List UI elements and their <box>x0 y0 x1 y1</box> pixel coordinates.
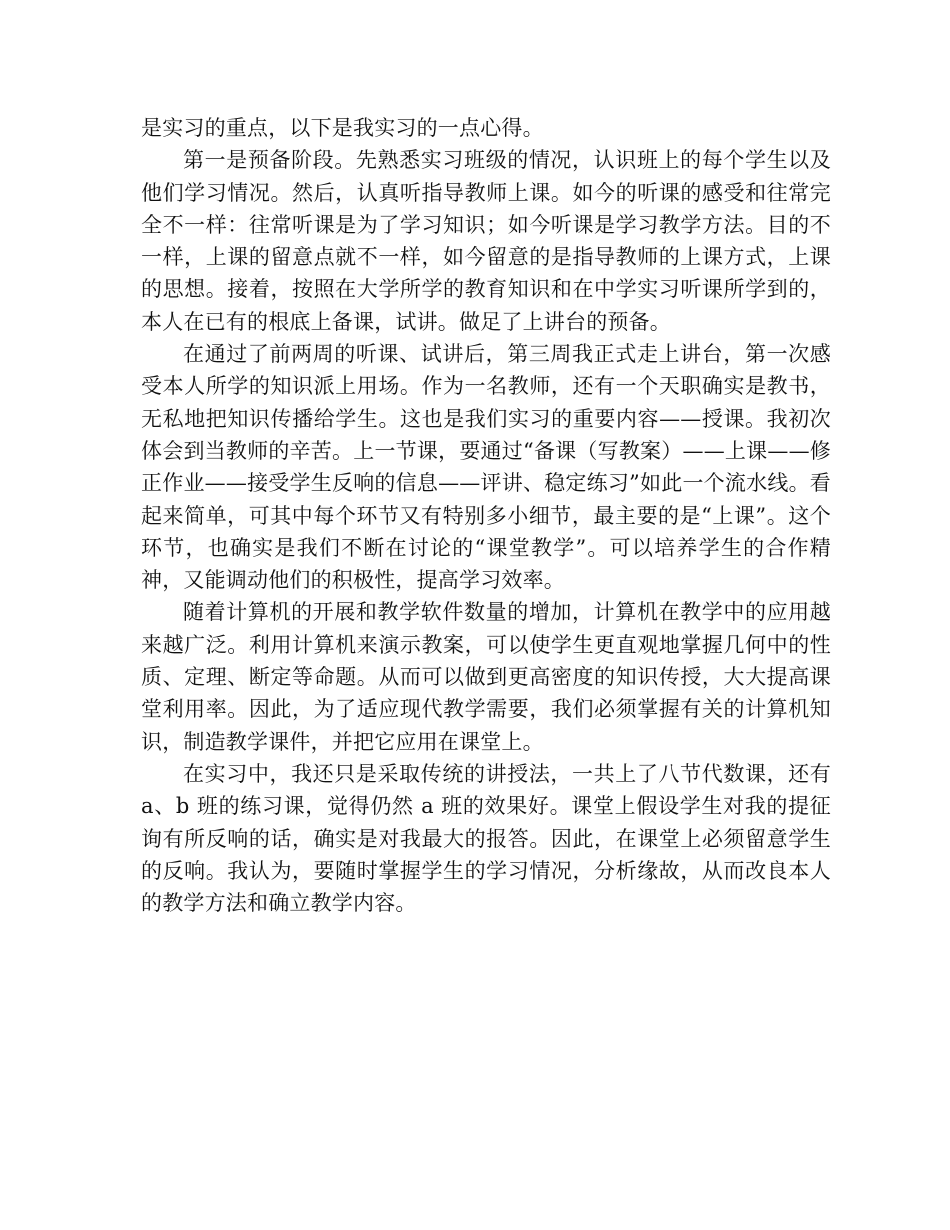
paragraph-3: 在通过了前两周的听课、试讲后，第三周我正式走上讲台，第一次感受本人所学的知识派上用场。作为一名教师，还有一个天职确实是教书，无私地把知识传播给学生。这也是我们实习的重要内容——授课。我初次体会到当教师的辛苦。上一节课，要通过“备课（写教案）——上课——修正作业——接受学生反响的信息——评讲、稳定练习”如此一个流水线。看起来简单，可其中每个环节又有特别多小细节，最主要的是“上课”。这个环节，也确实是我们不断在讨论的“课堂教学”。可以培养学生的合作精神，又能调动他们的积极性，提高学习效率。 <box>141 342 831 593</box>
paragraph-5: 在实习中，我还只是采取传统的讲授法，一共上了八节代数课，还有 a、b 班的练习课，觉得仍然 a 班的效果好。课堂上假设学生对我的提征询有所反响的话，确实是对我最大的报答。因此，在课堂上必须留意学生的反响。我认为，要随时掌握学生的学习情况，分析缘故，从而改良本人的教学方法和确立教学内容。 <box>141 761 831 916</box>
paragraph-1: 是实习的重点，以下是我实习的一点心得。 <box>141 116 544 140</box>
document-body <box>141 112 831 919</box>
paragraph-4: 随着计算机的开展和教学软件数量的增加，计算机在教学中的应用越来越广泛。利用计算机来演示教案，可以使学生更直观地掌握几何中的性质、定理、断定等命题。从而可以做到更高密度的知识传授，大大提高课堂利用率。因此，为了适应现代教学需要，我们必须掌握有关的计算机知识，制造教学课件，并把它应用在课堂上。 <box>141 600 831 754</box>
paragraph-2: 第一是预备阶段。先熟悉实习班级的情况，认识班上的每个学生以及他们学习情况。然后，认真听指导教师上课。如今的听课的感受和往常完全不一样：往常听课是为了学习知识；如今听课是学习教学方法。目的不一样，上课的留意点就不一样，如今留意的是指导教师的上课方式，上课的思想。接着，按照在大学所学的教育知识和在中学实习听课所学到的，本人在已有的根底上备课，试讲。做足了上讲台的预备。 <box>141 148 831 334</box>
